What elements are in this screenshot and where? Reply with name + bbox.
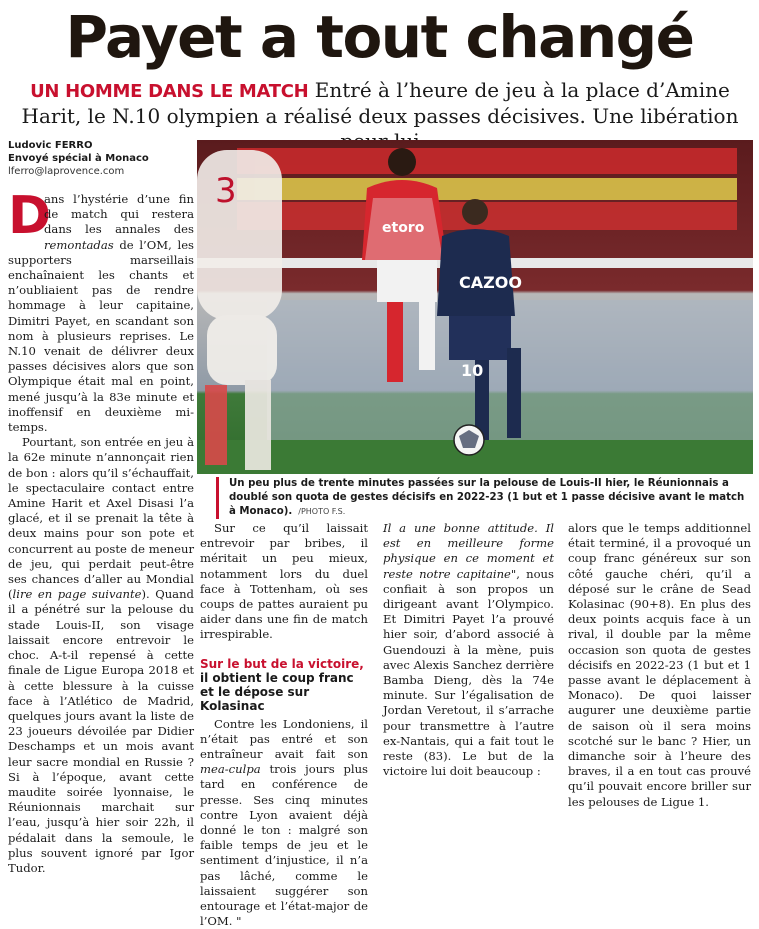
byline-author: Ludovic FERRO: [8, 140, 93, 151]
paragraph-5: [568, 521, 751, 810]
text-run-italic: lire en page suivante: [12, 587, 142, 602]
article-column-3: [383, 521, 554, 779]
text-run: trois jours plus tard en conférence de presse. Ses cinq minutes contre Lyon avaient déjà donné le ton : malgré son faible temps de jeu et le sentiment d’injustice, il n’a pas lâché, comme le laissaient suggérer son entourage et l’état-major de l’OM. ": [200, 762, 368, 929]
text-run: ans l’hystérie d’une fin de match qui restera dans les annales des: [44, 192, 194, 237]
text-run: de l’OM, les supporters marseillais enchaînaient les chants et n’oubliaient pas de rendre hommage à leur capitaine, Dimitri Payet, en scandant son nom à plusieurs reprises. Le N.10 venait de délivrer deux passes décisives alors que son Olympique était mal en point, mené jusqu’à la 83e minute et inoffensif en deuxième mi-temps.: [8, 237, 194, 435]
text-run-italic: mea-culpa: [200, 762, 261, 777]
text-run: ). Quand il a pénétré sur la pelouse du stade Louis-II, son visage laissait encore entrevoir le choc. A-t-il repensé à cette finale de Ligue Europa 2018 et à cette blessure à la cuisse face à l’Atlético de Madrid, quelques jours avant la liste de 23 joueurs dévoilée par Didier Deschamps et un mois avant leur sacre mondial en Russie ? Si à l’époque, avant cette maudite soirée lyonnaise, le Réunionnais marchait sur l’eau, jusqu’à hier soir 22h, il pédalait dans la semoule, le plus souvent ignoré par Igor Tudor.: [8, 587, 194, 875]
article-column-2: [200, 521, 368, 929]
text-run: alors que le temps additionnel était terminé, il a provoqué un coup franc généreux sur son côté gauche chéri, qu’il a déposé sur le crâne de Sead Kolasinac (90+8). En plus des deux points acquis face à un rival, il double par la même occasion son quota de gestes décisifs en 2022-23 (1 but et 1 passe avant le déplacement à Monaco). De quoi laisser augurer une deuxième partie de saison où il sera moins scotché sur le banc ? Hier, un dimanche soir à l’heure des braves, il a en tout cas prouvé qu’il pouvait encore briller sur les pelouses de Ligue 1.: [568, 521, 751, 809]
byline-role: Envoyé spécial à Monaco: [8, 153, 149, 164]
paragraph-1: [8, 186, 194, 435]
back-number: 3: [215, 171, 237, 211]
paragraph-4-continued: [383, 521, 554, 779]
drop-cap: D: [8, 186, 52, 246]
text-run: Contre les Londoniens, il n’était pas entré et son entraîneur avait fait son: [200, 716, 368, 762]
photo-credit: /PHOTO F.S.: [298, 507, 346, 516]
article-column-4: [568, 521, 751, 810]
article-photo: [197, 140, 753, 474]
paragraph-3: [200, 521, 368, 643]
caption-text: Un peu plus de trente minutes passées sur la pelouse de Louis-II hier, le Réunionnais a doublé son quota de gestes décisifs en 2022-23 (1 but et 1 passe décisive avant le match à Monaco).: [229, 478, 745, 517]
shirt-number: 10: [461, 361, 484, 380]
photo-illustration: [197, 140, 753, 474]
deck-kicker: UN HOMME DANS LE MATCH: [30, 81, 309, 102]
photo-caption: [216, 477, 754, 519]
text-run-italic: Il a une bonne attitude. Il est en meilleure forme physique en ce moment et reste notre capitaine: [383, 521, 554, 581]
byline-email[interactable]: lferro@laprovence.com: [8, 166, 125, 177]
subhead-rest: il obtient le coup franc et le dépose sur Kolasinac: [200, 670, 354, 713]
shirt-sponsor-right: CAZOO: [459, 273, 522, 292]
text-run: ", nous confiait à son propos un dirigeant avant l’Olympico. Et Dimitri Payet l’a prouvé hier soir, d’abord associé à Guendouzi à la mène, puis avec Alexis Sanchez derrière Bamba Dieng, dès la 74e minute. Sur l’égalisation de Jordan Veretout, il s’arrache pour transmettre à l’autre ex-Nantais, qui a fait tout le reste (83). Le but de la victoire lui doit beaucoup :: [383, 566, 554, 779]
text-run: Pourtant, son entrée en jeu à la 62e minute n’annonçait rien de bon : alors qu’il s’échauffait, le spectaculaire contact entre Amine Harit et Axel Disasi l’a glacé, et il se prenait la tête à deux mains pour son pote et concurrent au poste de meneur de jeu, qui perdait peut-être ses chances d’aller au Mondial (: [8, 435, 194, 602]
article-column-1: [8, 186, 194, 876]
text-run: Sur ce qu’il laissait entrevoir par bribes, il méritait un peu mieux, notamment lors du duel face à Tottenham, où ses coups de pattes auraient pu aider dans une fin de match irrespirable.: [200, 521, 368, 642]
paragraph-2: [8, 435, 194, 876]
headline: Payet a tout changé: [65, 3, 694, 71]
subhead-red: Sur le but de la victoire,: [200, 656, 364, 671]
stadium-seats: [237, 148, 737, 230]
deck-text: Entré à l’heure de jeu à la place d’Amine Harit, le N.10 olympien a réalisé deux passes décisives. Une libération: [21, 78, 739, 128]
text-run-italic: remontadas: [44, 237, 114, 252]
byline: [8, 139, 198, 178]
subhead: [200, 657, 368, 713]
paragraph-4: [200, 717, 368, 929]
shirt-sponsor-left: etoro: [382, 220, 425, 236]
